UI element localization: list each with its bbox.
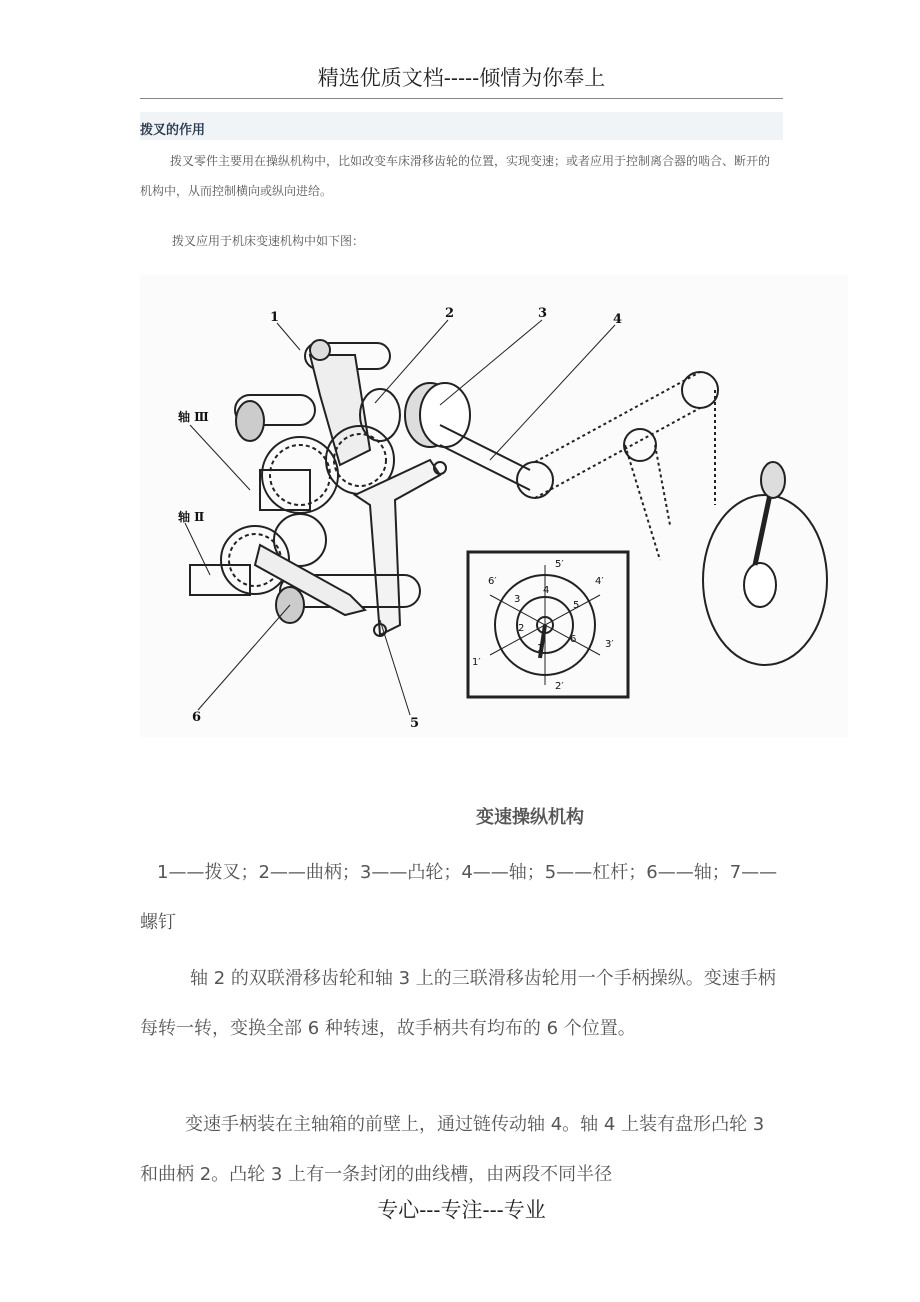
inset-label-4: 4 — [543, 585, 550, 596]
leader-5 — [380, 620, 410, 715]
body-paragraph-1: 轴 2 的双联滑移齿轮和轴 3 上的三联滑移齿轮用一个手柄操纵。变速手柄每转一转，变换全部 6 种转速，故手柄共有均布的 6 个位置。 — [140, 968, 776, 1039]
handle-knob — [761, 462, 785, 498]
sprocket-upper — [682, 372, 718, 408]
section-title: 拨叉的作用 — [140, 123, 206, 138]
figure-intro-text: 拨叉应用于机床变速机构中如下图： — [172, 234, 365, 248]
page-footer: 专心---专注---专业 — [377, 1198, 546, 1222]
inset-label-1: 1 — [537, 643, 544, 654]
inset-label-4p: 4′ — [595, 576, 604, 587]
body-paragraph-2: 变速手柄装在主轴箱的前壁上，通过链传动轴 4。轴 4 上装有盘形凸轮 3 和曲柄 2。凸轮 3 上有一条封闭的曲线槽，由两段不同半径 — [140, 1114, 765, 1185]
figure-caption: 变速操纵机构 — [476, 807, 584, 828]
gear-upper-1 — [262, 437, 338, 513]
cam-face — [420, 383, 470, 447]
upper-shaft-end — [236, 401, 264, 441]
inset-label-6: 6 — [570, 634, 577, 645]
inset-label-5: 5 — [573, 600, 580, 611]
label-3: 3 — [538, 306, 548, 321]
label-4: 4 — [613, 312, 623, 327]
chain-1 — [535, 372, 700, 498]
inset-label-3: 3 — [514, 594, 521, 605]
inset-label-1p: 1′ — [472, 657, 481, 668]
lever — [355, 460, 440, 635]
page-header: 精选优质文档-----倾情为你奉上 — [140, 62, 783, 99]
inset-label-2: 2 — [518, 623, 525, 634]
leader-4 — [490, 325, 615, 460]
mechanism-figure — [140, 275, 848, 737]
inset-label-2p: 2′ — [555, 681, 564, 692]
inset-label-3p: 3′ — [605, 639, 614, 650]
gear-upper-1-teeth — [270, 445, 330, 505]
label-2: 2 — [445, 306, 455, 321]
inset-label-6p: 6′ — [488, 576, 497, 587]
leader-6 — [198, 605, 290, 710]
chain-2 — [625, 390, 715, 560]
inset-label-5p: 5′ — [555, 559, 564, 570]
label-5: 5 — [410, 716, 420, 731]
figure-legend: 1——拨叉；2——曲柄；3——凸轮；4——轴；5——杠杆；6——轴；7——螺钉 — [140, 862, 778, 933]
label-6: 6 — [192, 710, 202, 725]
handwheel-hub — [744, 563, 776, 607]
label-1: 1 — [270, 310, 280, 325]
fork-screw — [310, 340, 330, 360]
intro-paragraph: 拨叉零件主要用在操纵机构中，比如改变车床滑移齿轮的位置，实现变速；或者应用于控制离合器的啮合、断开的机构中，从而控制横向或纵向进给。 — [140, 154, 771, 198]
label-shaft3: 轴 Ⅲ — [178, 410, 209, 424]
sprocket-lower — [517, 462, 553, 498]
leader-shaft2 — [185, 523, 210, 575]
leader-3 — [440, 320, 542, 405]
label-shaft2: 轴 Ⅱ — [178, 510, 205, 524]
section-title-bar — [140, 112, 783, 140]
leader-1 — [277, 323, 300, 350]
mechanism-drawing — [140, 275, 848, 737]
